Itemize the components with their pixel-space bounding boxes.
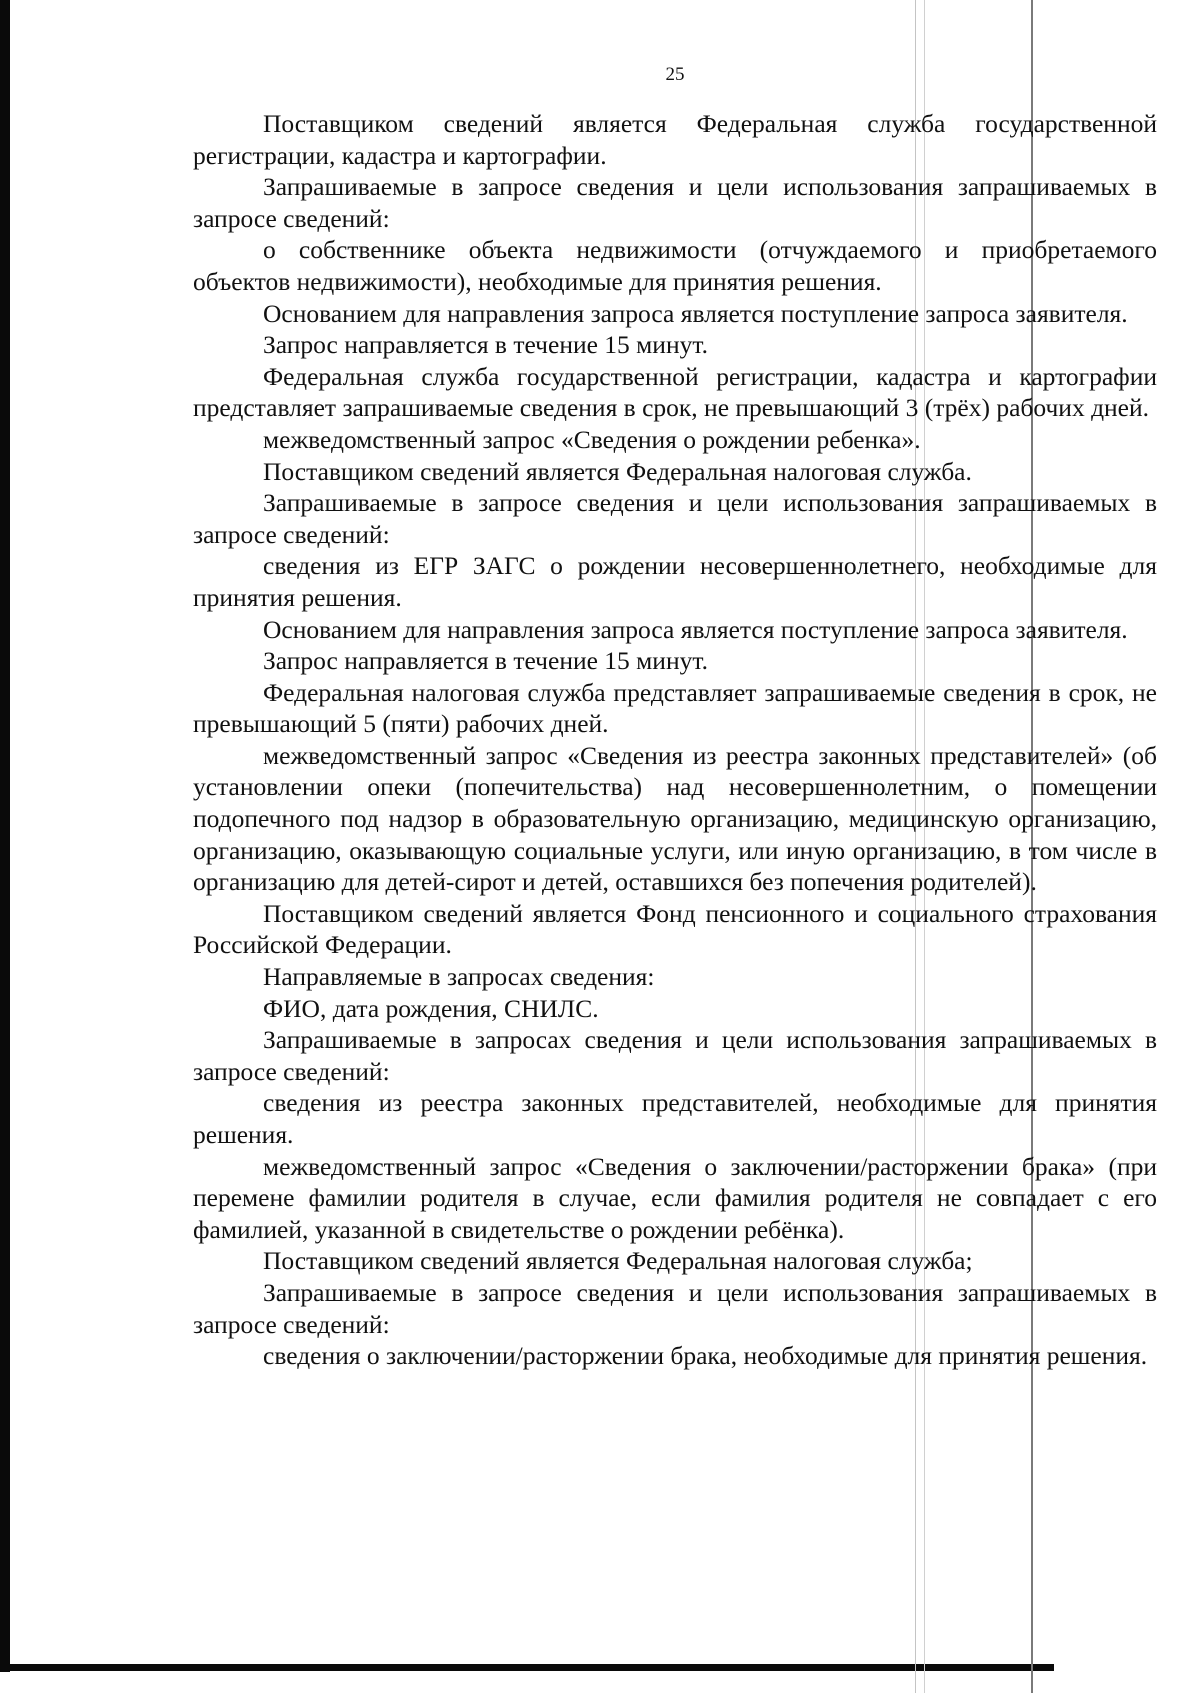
paragraph: Запрос направляется в течение 15 минут. — [263, 330, 708, 360]
page-number: 25 — [665, 64, 685, 85]
paragraph: межведомственный запрос «Сведения о заключении/расторжении брака» (при перемене фамилии родителя в случае, если фамилия родителя не совпадает с его фамилией, указанной в свидетельстве о рождении ребёнка). — [193, 1151, 1157, 1244]
paragraph: Направляемые в запросах сведения: — [263, 962, 655, 992]
paragraph: Запрашиваемые в запросе сведения и цели использования запрашиваемых в запросе сведений: — [193, 488, 1157, 549]
paragraph: ФИО, дата рождения, СНИЛС. — [263, 993, 599, 1023]
paragraph: Запрашиваемые в запросе сведения и цели использования запрашиваемых в запросе сведений: — [193, 172, 1157, 233]
paragraph: Запрос направляется в течение 15 минут. — [263, 646, 708, 676]
paragraph: Запрашиваемые в запросе сведения и цели использования запрашиваемых в запросе сведений: — [193, 1277, 1157, 1339]
paragraph: межведомственный запрос «Сведения из реестра законных представителей» (об установлении опеки (попечительства) над несовершеннолетним, о помещении подопечного под надзор в образовательную организацию, медицинскую организацию, организацию, оказывающую социальные услуги, или иную организацию, в том числе в организацию для детей-сирот и детей, оставшихся без попечения родителей). — [193, 740, 1157, 897]
paragraph: Поставщиком сведений является Федеральная налоговая служба. — [263, 456, 972, 486]
paragraph: Поставщиком сведений является Федеральная служба государственной регистрации, кадастра и картографии. — [193, 109, 1157, 170]
paragraph: Поставщиком сведений является Фонд пенсионного и социального страхования Российской Федерации. — [193, 898, 1157, 960]
paragraph: Федеральная служба государственной регистрации, кадастра и картографии представляет запрашиваемые сведения в срок, не превышающий 3 (трёх) рабочих дней. — [193, 361, 1157, 423]
paragraph: сведения из реестра законных представителей, необходимые для принятия решения. — [193, 1088, 1157, 1149]
document-body — [193, 108, 1157, 1372]
scan-border-bottom — [0, 1664, 1054, 1671]
paragraph: Запрашиваемые в запросах сведения и цели использования запрашиваемых в запросе сведений: — [193, 1025, 1157, 1086]
paragraph: сведения из ЕГР ЗАГС о рождении несовершеннолетнего, необходимые для принятия решения. — [193, 551, 1157, 612]
paragraph: Основанием для направления запроса является поступление запроса заявителя. — [263, 614, 1128, 644]
scan-border-left — [0, 0, 10, 1672]
paragraph: Федеральная налоговая служба представляет запрашиваемые сведения в срок, не превышающий 5 (пяти) рабочих дней. — [193, 677, 1157, 739]
paragraph: Поставщиком сведений является Федеральная налоговая служба; — [263, 1246, 973, 1276]
paragraph: межведомственный запрос «Сведения о рождении ребенка». — [263, 424, 921, 454]
paragraph: сведения о заключении/расторжении брака, необходимые для принятия решения. — [263, 1341, 1148, 1371]
paragraph: о собственнике объекта недвижимости (отчуждаемого и приобретаемого объектов недвижимости), необходимые для принятия решения. — [193, 235, 1157, 296]
paragraph: Основанием для направления запроса является поступление запроса заявителя. — [263, 298, 1128, 328]
